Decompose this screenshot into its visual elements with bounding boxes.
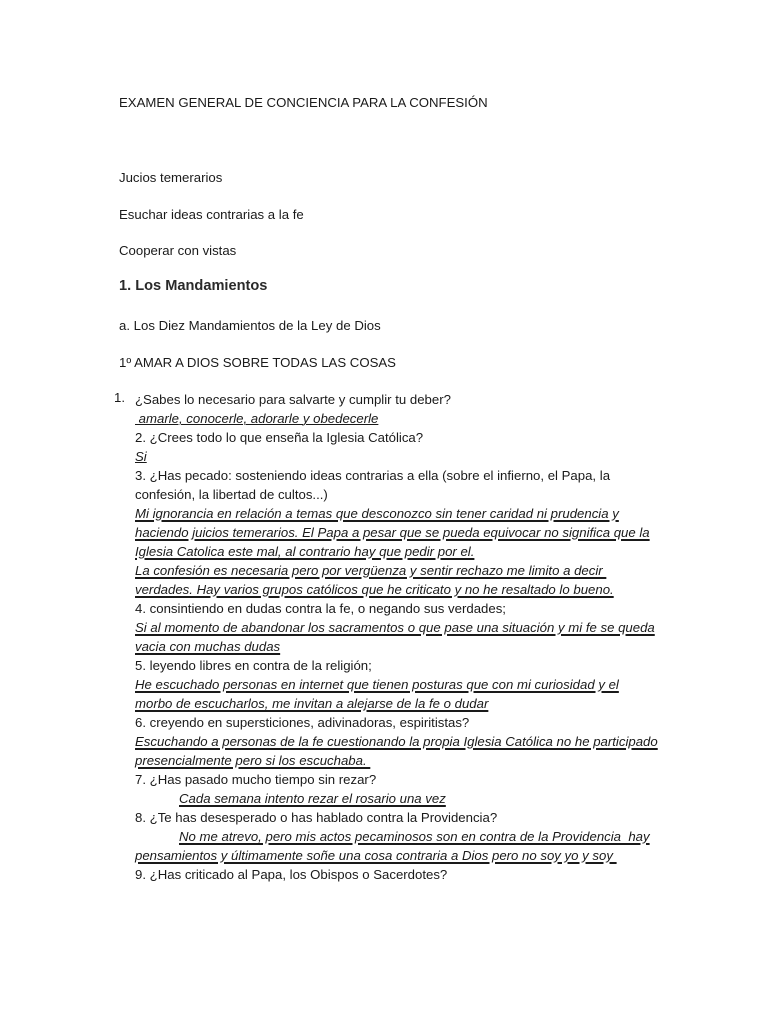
question-line: 9. ¿Has criticado al Papa, los Obispos o Sacerdotes?: [135, 867, 448, 882]
note-line: Cooperar con vistas: [119, 243, 237, 258]
note-line: Jucios temerarios: [119, 170, 223, 185]
list-number: 1.: [114, 390, 125, 405]
answer-line: amarle, conocerle, adorarle y obedecerle: [135, 411, 379, 426]
question-line: confesión, la libertad de cultos...): [135, 487, 328, 502]
answer-line: morbo de escucharlos, me invitan a alejarse de la fe o dudar: [135, 696, 489, 711]
answer-line: vacia con muchas dudas: [135, 639, 281, 654]
answer-line: La confesión es necesaria pero por vergüenza y sentir rechazo me limito a decir: [135, 563, 607, 578]
answer-line: Cada semana intento rezar el rosario una vez: [179, 791, 446, 806]
answer-line: Mi ignorancia en relación a temas que desconozco sin tener caridad ni prudencia y: [135, 506, 619, 521]
section-heading: 1. Los Mandamientos: [119, 278, 268, 294]
question-line: 3. ¿Has pecado: sosteniendo ideas contrarias a ella (sobre el infierno, el Papa, la: [135, 468, 611, 483]
commandment-heading: 1º AMAR A DIOS SOBRE TODAS LAS COSAS: [119, 355, 396, 370]
question-line: 6. creyendo en supersticiones, adivinadoras, espiritistas?: [135, 715, 470, 730]
question-line: ¿Sabes lo necesario para salvarte y cumplir tu deber?: [135, 392, 451, 407]
note-line: Esuchar ideas contrarias a la fe: [119, 207, 304, 222]
answer-line: Si al momento de abandonar los sacramentos o que pase una situación y mi fe se queda: [135, 620, 655, 635]
question-line: 4. consintiendo en dudas contra la fe, o negando sus verdades;: [135, 601, 506, 616]
answer-line: Iglesia Catolica este mal, al contrario hay que pedir por el.: [135, 544, 475, 559]
question-line: 8. ¿Te has desesperado o has hablado contra la Providencia?: [135, 810, 498, 825]
list-body: [135, 390, 690, 884]
question-line: 2. ¿Crees todo lo que enseña la Iglesia Católica?: [135, 430, 424, 445]
answer-line: No me atrevo, pero mis actos pecaminosos son en contra de la Providencia hay: [179, 829, 650, 844]
answer-line: Si: [135, 449, 147, 464]
question-line: 5. leyendo libres en contra de la religión;: [135, 658, 372, 673]
answer-line: presencialmente pero si los escuchaba.: [135, 753, 371, 768]
subsection-heading: a. Los Diez Mandamientos de la Ley de Dios: [119, 318, 381, 333]
answer-line: Escuchando a personas de la fe cuestionando la propia Iglesia Católica no he participado: [135, 734, 658, 749]
answer-line: haciendo juicios temerarios. El Papa a pesar que se pueda equivocar no significa que la: [135, 525, 650, 540]
document-title: EXAMEN GENERAL DE CONCIENCIA PARA LA CONFESIÓN: [119, 95, 488, 110]
question-line: 7. ¿Has pasado mucho tiempo sin rezar?: [135, 772, 377, 787]
answer-line: pensamientos y últimamente soñe una cosa contraria a Dios pero no soy yo y soy: [135, 848, 617, 863]
answer-line: verdades. Hay varios grupos católicos que he criticato y no he resaltado lo bueno.: [135, 582, 614, 597]
answer-line: He escuchado personas en internet que tienen posturas que con mi curiosidad y el: [135, 677, 619, 692]
